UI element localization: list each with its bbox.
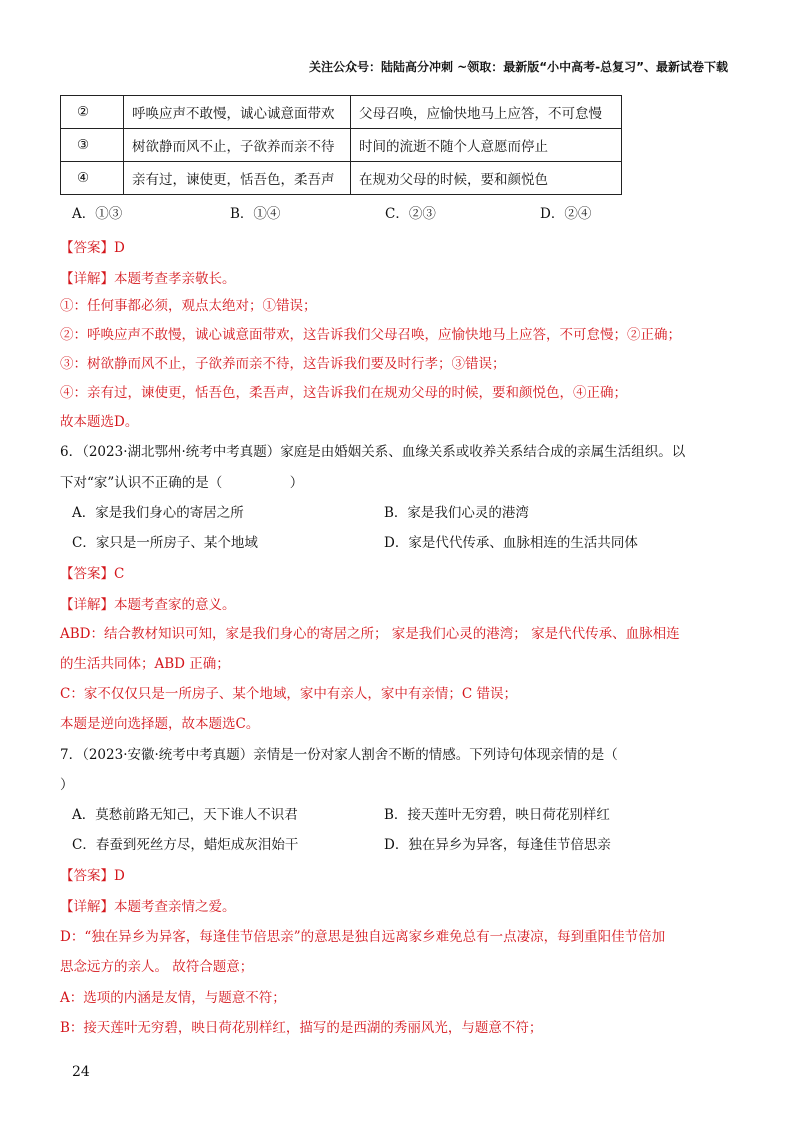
q7-option-a: A．莫愁前路无知己，天下谁人不识君: [72, 807, 298, 823]
q7-option-d: D．独在异乡为异客，每逢佳节倍思亲: [384, 837, 611, 853]
q5-explanation-line: ②：呼唤应声不敢慢，诚心诚意面带欢，这告诉我们父母召唤，应愉快地马上应答，不可怠慢；②正确；: [60, 327, 681, 343]
q5-option-d: D．②④: [540, 206, 592, 222]
q5-option-c: C．②③: [385, 206, 436, 222]
table-row: [61, 162, 622, 195]
q6-stem: 6．（2023·湖北鄂州·统考中考真题）家庭是由婚姻关系、血缘关系或收养关系结合成的亲属生活组织。以: [60, 444, 686, 460]
row-number: ④: [61, 162, 124, 195]
q7-option-c: C．春蚕到死丝方尽，蜡炬成灰泪始干: [72, 837, 299, 853]
q6-explanation-line: 本题是逆向选择题，故本题选C。: [60, 716, 260, 732]
q7-option-b: B．接天莲叶无穷碧，映日荷花别样红: [384, 807, 610, 823]
q5-explanation-line: ④：亲有过，谏使更，恬吾色，柔吾声，这告诉我们在规劝父母的时候，要和颜悦色，④正确；: [60, 385, 627, 401]
page-header: 关注公众号：陆陆高分冲刺 ~领取：最新版“小中高考-总复习”、最新试卷下载: [309, 60, 728, 74]
q7-detail: 【详解】本题考查亲情之爱。: [60, 899, 236, 915]
q5-explanation-line: ③：树欲静而风不止，子欲养而亲不待，这告诉我们要及时行孝；③错误；: [60, 356, 506, 372]
q7-explanation-line: D：“独在异乡为异客，每逢佳节倍思亲”的意思是独自远离家乡难免总有一点凄凉，每到重阳佳节倍加: [60, 929, 666, 945]
q6-explanation-line: ABD：结合教材知识可知，家是我们身心的寄居之所； 家是我们心灵的港湾； 家是代代传承、血脉相连: [60, 626, 680, 642]
q6-explanation-line: 的生活共同体；ABD 正确；: [60, 656, 230, 672]
q5-explanation-line: ①：任何事都必须，观点太绝对；①错误；: [60, 298, 317, 314]
row-number: ③: [61, 129, 124, 162]
q6-explanation-line: C：家不仅仅只是一所房子、某个地域，家中有亲人，家中有亲情；C 错误；: [60, 686, 517, 702]
q6-option-b: B．家是我们心灵的港湾: [384, 505, 529, 521]
q7-explanation-line: 思念远方的亲人。 故符合题意；: [60, 959, 254, 975]
q5-answer: 【答案】D: [60, 240, 125, 256]
table-row: [61, 129, 622, 162]
row-meaning: 父母召唤，应愉快地马上应答，不可怠慢: [351, 96, 622, 129]
row-meaning: 在规劝父母的时候，要和颜悦色: [351, 162, 622, 195]
q7-answer: 【答案】D: [60, 868, 125, 884]
q7-stem: ）: [60, 777, 74, 793]
page-number: 24: [72, 1064, 90, 1080]
q5-explanation-line: 故本题选D。: [60, 414, 139, 430]
q6-stem: 下对“家”认识不正确的是（ ）: [60, 475, 304, 491]
q5-option-a: A．①③: [72, 206, 123, 222]
row-text: 树欲静而风不止，子欲养而亲不待: [124, 129, 351, 162]
q6-detail: 【详解】本题考查家的意义。: [60, 597, 236, 613]
row-text: 呼唤应声不敢慢，诚心诚意面带欢: [124, 96, 351, 129]
q6-option-a: A．家是我们身心的寄居之所: [72, 505, 244, 521]
row-meaning: 时间的流逝不随个人意愿而停止: [351, 129, 622, 162]
row-text: 亲有过，谏使更，恬吾色，柔吾声: [124, 162, 351, 195]
q5-option-b: B．①④: [230, 206, 281, 222]
row-number: ②: [61, 96, 124, 129]
q7-explanation-line: A：选项的内涵是友情，与题意不符；: [60, 990, 286, 1006]
q7-explanation-line: B：接天莲叶无穷碧，映日荷花别样红，描写的是西湖的秀丽风光，与题意不符；: [60, 1020, 543, 1036]
q5-detail: 【详解】本题考查孝亲敬长。: [60, 271, 236, 287]
q6-option-c: C．家只是一所房子、某个地域: [72, 535, 258, 551]
options-table: [60, 95, 622, 195]
q7-stem: 7．（2023·安徽·统考中考真题）亲情是一份对家人割舍不断的情感。下列诗句体现亲情的是（: [60, 747, 618, 763]
table-row: [61, 96, 622, 129]
q6-option-d: D．家是代代传承、血脉相连的生活共同体: [384, 535, 638, 551]
q6-answer: 【答案】C: [60, 566, 125, 582]
